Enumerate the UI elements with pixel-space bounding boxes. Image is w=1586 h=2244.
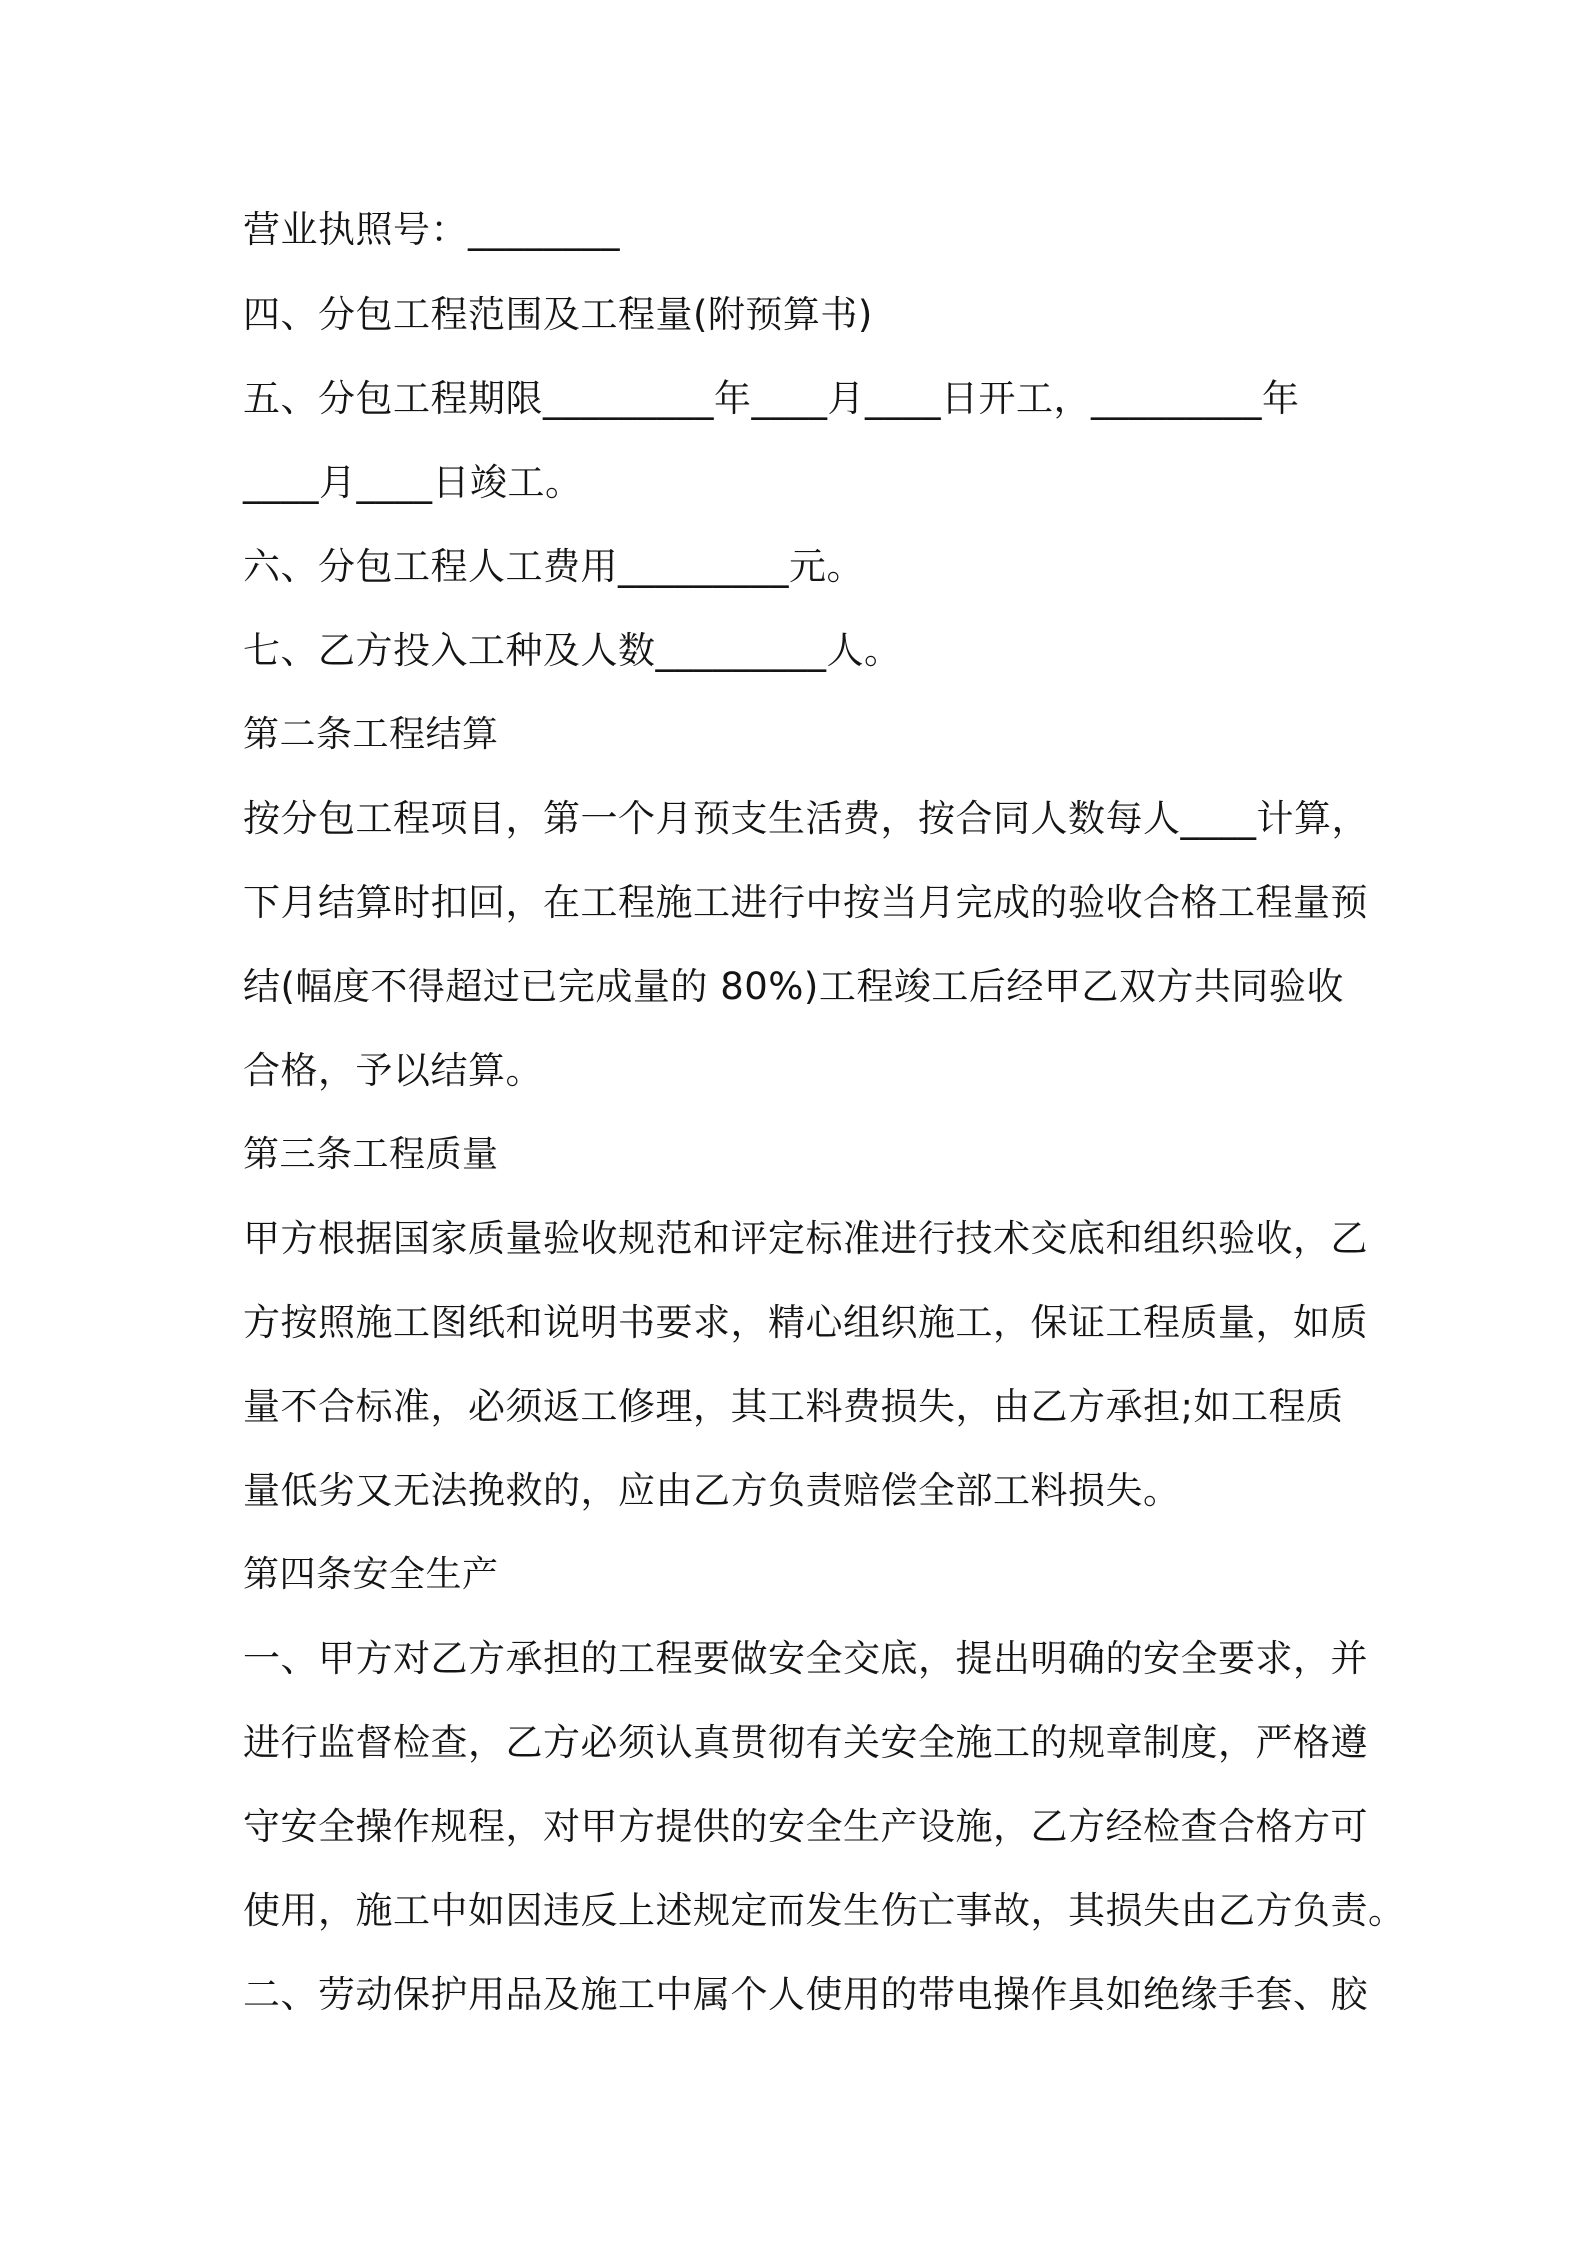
article-2-para-line-3: 结(幅度不得超过已完成量的 80%)工程竣工后经甲乙双方共同验收 bbox=[243, 965, 1344, 1008]
item-5-period-cont-line: ____月____日竣工。 bbox=[243, 461, 583, 504]
article-3-para-line-1: 甲方根据国家质量验收规范和评定标准进行技术交底和组织验收，乙 bbox=[243, 1217, 1368, 1260]
article-4-item-1-line-4: 使用，施工中如因违反上述规定而发生伤亡事故，其损失由乙方负责。 bbox=[243, 1889, 1406, 1932]
item-4-scope-line: 四、分包工程范围及工程量(附预算书) bbox=[243, 293, 873, 336]
article-3-para-line-4: 量低劣又无法挽救的，应由乙方负责赔偿全部工料损失。 bbox=[243, 1469, 1181, 1512]
article-2-para-line-1: 按分包工程项目，第一个月预支生活费，按合同人数每人____计算， bbox=[243, 797, 1369, 840]
article-3-heading: 第三条工程质量 bbox=[243, 1134, 499, 1175]
article-2-para-line-4: 合格，予以结算。 bbox=[243, 1049, 543, 1092]
item-5-period-line: 五、分包工程期限_________年____月____日开工，_________年 bbox=[243, 377, 1300, 420]
article-2-heading: 第二条工程结算 bbox=[243, 714, 499, 755]
article-3-para-line-3: 量不合标准，必须返工修理，其工料费损失，由乙方承担;如工程质 bbox=[243, 1385, 1344, 1428]
item-7-workers-line: 七、乙方投入工种及人数_________人。 bbox=[243, 629, 902, 672]
article-4-item-1-line-3: 守安全操作规程，对甲方提供的安全生产设施，乙方经检查合格方可 bbox=[243, 1805, 1368, 1848]
item-6-labor-cost-line: 六、分包工程人工费用_________元。 bbox=[243, 545, 864, 588]
article-2-para-line-2: 下月结算时扣回，在工程施工进行中按当月完成的验收合格工程量预 bbox=[243, 881, 1368, 924]
article-4-item-2-line-1: 二、劳动保护用品及施工中属个人使用的带电操作具如绝缘手套、胶 bbox=[243, 1973, 1368, 2016]
article-3-para-line-2: 方按照施工图纸和说明书要求，精心组织施工，保证工程质量，如质 bbox=[243, 1301, 1368, 1344]
business-license-line: 营业执照号：________ bbox=[243, 208, 620, 251]
article-4-item-1-line-1: 一、甲方对乙方承担的工程要做安全交底，提出明确的安全要求，并 bbox=[243, 1637, 1368, 1680]
article-4-item-1-line-2: 进行监督检查，乙方必须认真贯彻有关安全施工的规章制度，严格遵 bbox=[243, 1721, 1368, 1764]
article-4-heading: 第四条安全生产 bbox=[243, 1554, 499, 1595]
